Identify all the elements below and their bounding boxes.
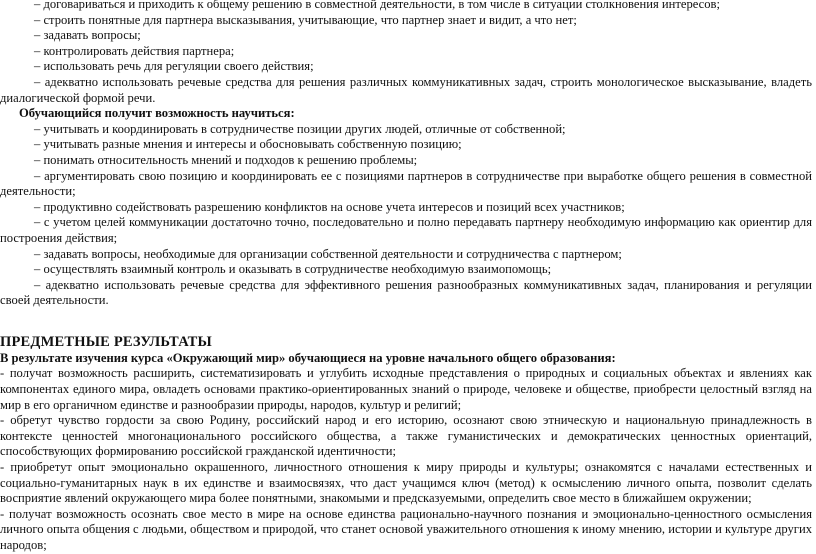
list-item: - получат возможность расширить, систематизировать и углубить исходные представления о природных и социальных объектах и явлениях как компонентах единого мира, овладеть основами практико-ориентированных знаний о природе, человеке и обществе, приобрести целостный взгляд на мир в его органичном единстве и разнообразии природы, народов, культур и религий; [0,366,812,412]
subject-results-list [0,366,812,553]
list-item: - получат возможность осознать свое место в мире на основе единства рационально-научного познания и эмоционально-ценностного осмысления личного опыта общения с людьми, обществом и природой, что станет основой уважительного отношения к иному мнению, истории и культуре других народов; [0,506,812,552]
subject-results-intro: В результате изучения курса «Окружающий мир» обучающиеся на уровне начального общего образования: [0,350,616,365]
list-item: - приобретут опыт эмоционально окрашенного, личностного отношения к миру природы и культуры; ознакомятся с началами естественных и социально-гуманитарных наук в их единстве и взаимосвязях, что даст учащимся ключ (метод) к осмыслению личного опыта, позволит сделать восприятие явлений окружающего мира более понятными, знакомыми и предсказуемыми, определить свое место в ближайшем окружении; [0,460,812,506]
list-item: – с учетом целей коммуникации достаточно точно, последовательно и полно передавать партнеру необходимую информацию как ориентир для построения действия; [0,215,812,245]
communicative-skills-list [0,0,812,106]
list-item: – понимать относительность мнений и подходов к решению проблемы; [34,152,418,167]
list-item: - обретут чувство гордости за свою Родину, российский народ и его историю, осознают свою этническую и национальную принадлежность в контексте ценностей многонационального российского общества, а также гуманистических и демократических ценностных ориентаций, способствующих формированию российской гражданской идентичности; [0,413,812,459]
list-item: – договариваться и приходить к общему решению в совместной деятельности, в том числе в ситуации столкновения интересов; [34,0,720,11]
learning-opportunities-list [0,122,812,309]
list-item: – строить понятные для партнера высказывания, учитывающие, что партнер знает и видит, а что нет; [34,12,577,27]
list-item: – учитывать разные мнения и интересы и обосновывать собственную позицию; [34,137,462,152]
list-item: – адекватно использовать речевые средства для эффективного решения разнообразных коммуникативных задач, планирования и регуляции своей деятельности. [0,277,812,308]
list-item: – осуществлять взаимный контроль и оказывать в сотрудничестве необходимую взаимопомощь; [34,262,552,277]
list-item: – аргументировать свою позицию и координировать ее с позициями партнеров в сотрудничестве при выработке общего решения в совместной деятельности; [0,168,812,199]
list-item: – задавать вопросы; [34,28,141,43]
spacer [0,309,812,334]
list-item: – учитывать и координировать в сотрудничестве позиции других людей, отличные от собственной; [34,121,566,136]
list-item: – задавать вопросы, необходимые для организации собственной деятельности и сотрудничества с партнером; [34,246,622,261]
section-heading: Обучающийся получит возможность научиться: [19,106,295,121]
list-item: – контролировать действия партнера; [34,43,235,58]
list-item: – адекватно использовать речевые средства для решения различных коммуникативных задач, строить монологическое высказывание, владеть диалогической формой речи. [0,74,812,105]
list-item: – использовать речь для регуляции своего действия; [34,59,314,74]
subject-results-title: ПРЕДМЕТНЫЕ РЕЗУЛЬТАТЫ [0,333,212,350]
list-item: – продуктивно содействовать разрешению конфликтов на основе учета интересов и позиций всех участников; [34,199,625,214]
